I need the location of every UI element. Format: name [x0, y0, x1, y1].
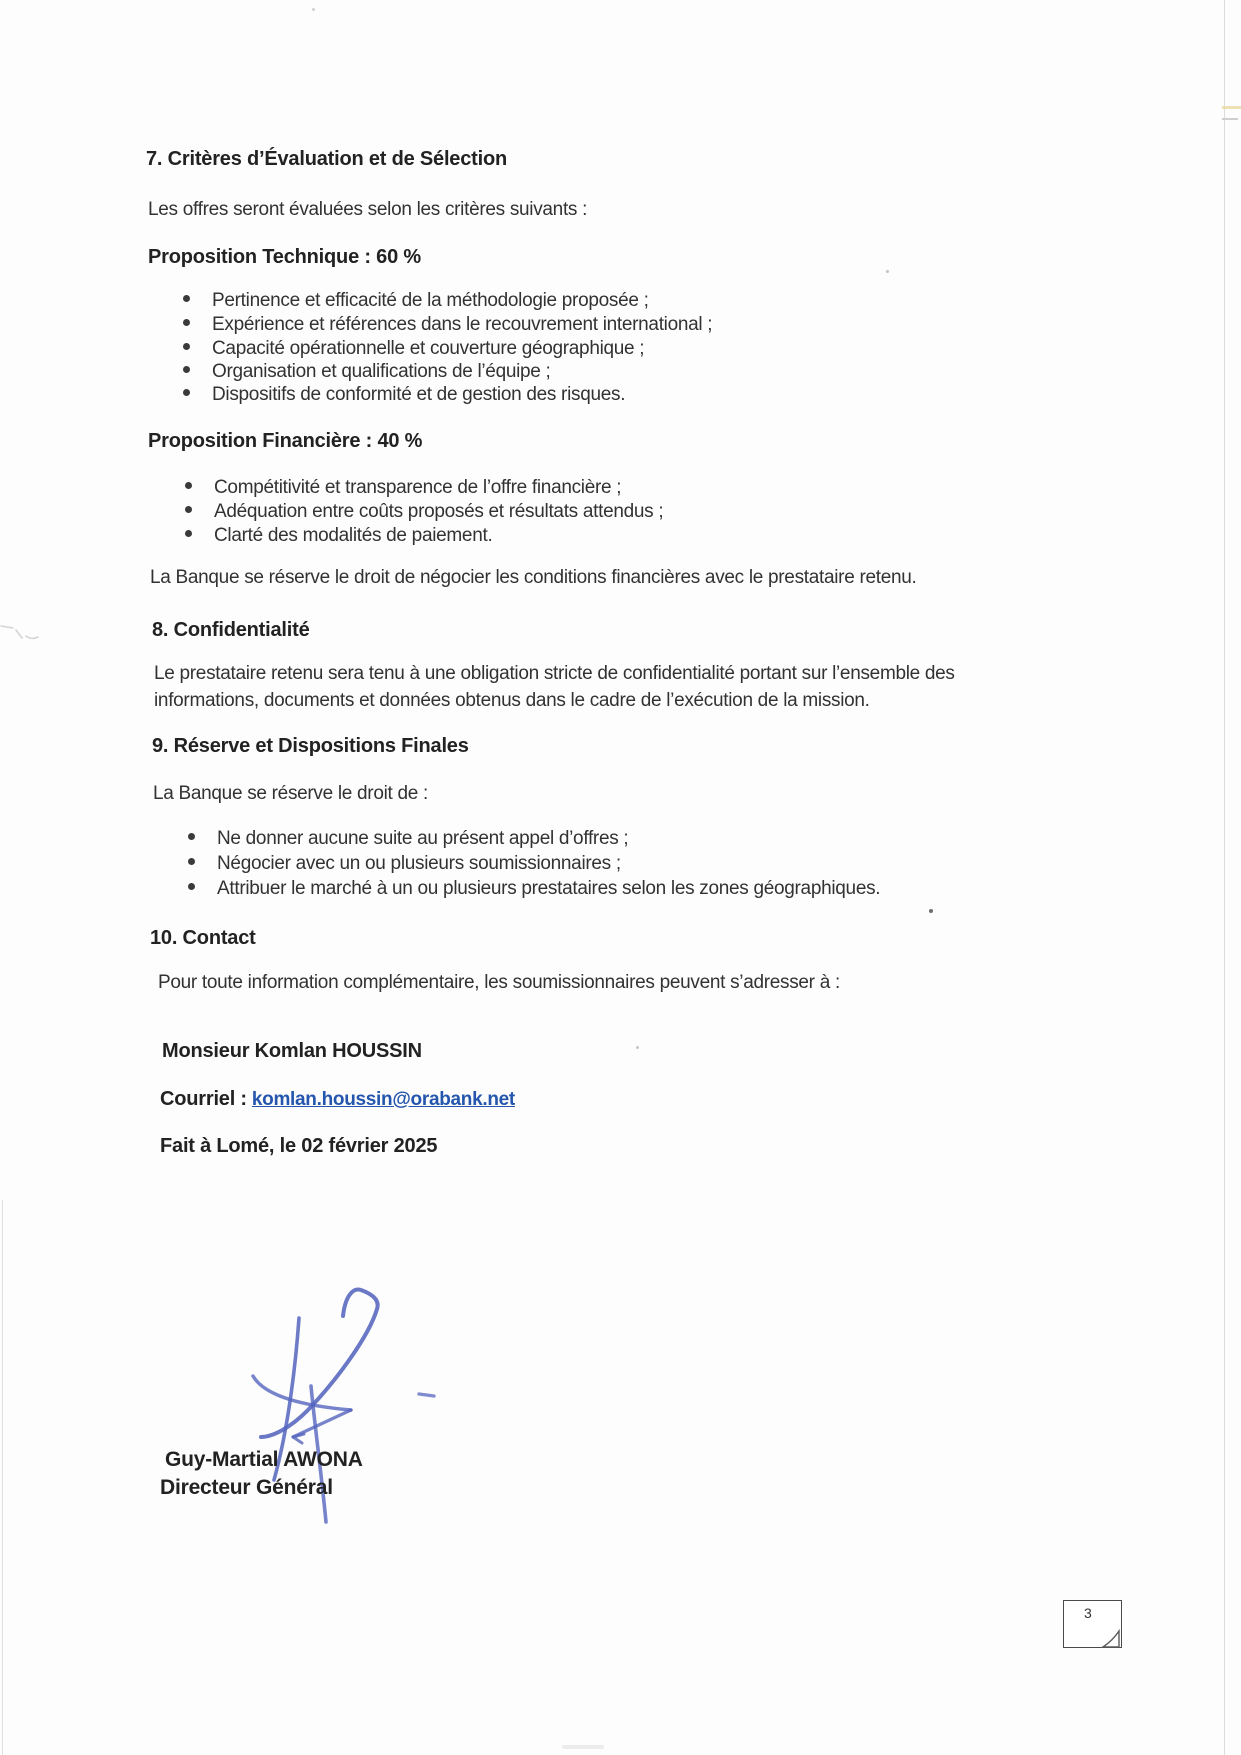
- email-line: [160, 1088, 515, 1111]
- signatory-name: Guy-Martial AWONA: [165, 1448, 363, 1471]
- bullet-item: [185, 525, 492, 547]
- scan-mark: [1222, 106, 1241, 109]
- bullet-text: Expérience et références dans le recouvrement international ;: [212, 314, 713, 335]
- bullet-item: [188, 853, 621, 875]
- margin-pencil-mark: [0, 620, 44, 644]
- bullet-item: [183, 384, 625, 406]
- folded-corner-icon: [1101, 1629, 1123, 1651]
- bullet-item: [188, 878, 880, 900]
- bullet-text: Capacité opérationnelle et couverture géographique ;: [212, 338, 645, 359]
- bullet-text: Attribuer le marché à un ou plusieurs prestataires selon les zones géographiques.: [217, 878, 881, 899]
- bullet-dot-icon: [183, 295, 190, 302]
- scan-edge-line: [1224, 0, 1225, 1755]
- email-label: Courriel :: [160, 1088, 247, 1110]
- bullet-dot-icon: [188, 883, 195, 890]
- technical-proposal-heading: Proposition Technique : 60 %: [148, 246, 421, 268]
- scan-speck: [886, 270, 889, 273]
- section7-intro: Les offres seront évaluées selon les critères suivants :: [148, 199, 588, 220]
- page-number-badge: [1063, 1600, 1122, 1648]
- scan-mark: [1222, 118, 1238, 120]
- bullet-text: Dispositifs de conformité et de gestion des risques.: [212, 384, 626, 405]
- bullet-item: [183, 338, 644, 360]
- section8-heading: 8. Confidentialité: [152, 619, 310, 641]
- section8-body-line1: Le prestataire retenu sera tenu à une obligation stricte de confidentialité portant sur l’ensemble des: [154, 663, 955, 684]
- bullet-dot-icon: [183, 319, 190, 326]
- bullet-text: Clarté des modalités de paiement.: [214, 525, 493, 546]
- negotiation-note: La Banque se réserve le droit de négocier les conditions financières avec le prestataire retenu.: [150, 567, 917, 588]
- section10-heading: 10. Contact: [150, 927, 256, 949]
- bullet-text: Négocier avec un ou plusieurs soumissionnaires ;: [217, 853, 621, 874]
- scan-speck: [312, 8, 315, 11]
- bullet-dot-icon: [185, 506, 192, 513]
- bullet-dot-icon: [183, 389, 190, 396]
- bullet-text: Ne donner aucune suite au présent appel d’offres ;: [217, 828, 629, 849]
- scan-speck: [929, 909, 933, 913]
- signatory-title: Directeur Général: [160, 1476, 333, 1499]
- bullet-item: [183, 361, 551, 383]
- date-line: Fait à Lomé, le 02 février 2025: [160, 1135, 438, 1157]
- bullet-item: [183, 314, 712, 336]
- bullet-text: Pertinence et efficacité de la méthodologie proposée ;: [212, 290, 649, 311]
- bullet-item: [188, 828, 628, 850]
- bullet-item: [185, 501, 663, 523]
- section9-heading: 9. Réserve et Dispositions Finales: [152, 735, 469, 757]
- bullet-dot-icon: [183, 366, 190, 373]
- scan-edge-line: [2, 1200, 3, 1755]
- bullet-item: [185, 477, 621, 499]
- scan-smudge: [562, 1745, 604, 1749]
- email-link[interactable]: komlan.houssin@orabank.net: [251, 1089, 515, 1110]
- bullet-dot-icon: [188, 833, 195, 840]
- bullet-dot-icon: [185, 530, 192, 537]
- section9-intro: La Banque se réserve le droit de :: [153, 783, 428, 804]
- section7-heading: 7. Critères d’Évaluation et de Sélection: [146, 148, 508, 170]
- scan-speck: [636, 1046, 639, 1049]
- contact-name: Monsieur Komlan HOUSSIN: [162, 1040, 422, 1062]
- bullet-item: [183, 290, 649, 312]
- bullet-text: Organisation et qualifications de l’équipe ;: [212, 361, 551, 382]
- financial-proposal-heading: Proposition Financière : 40 %: [148, 430, 423, 452]
- bullet-text: Adéquation entre coûts proposés et résultats attendus ;: [214, 501, 664, 522]
- section8-body-line2: informations, documents et données obtenus dans le cadre de l’exécution de la mission.: [154, 690, 870, 711]
- section10-intro: Pour toute information complémentaire, les soumissionnaires peuvent s’adresser à :: [158, 972, 840, 993]
- bullet-dot-icon: [185, 482, 192, 489]
- bullet-dot-icon: [188, 858, 195, 865]
- bullet-dot-icon: [183, 343, 190, 350]
- bullet-text: Compétitivité et transparence de l’offre financière ;: [214, 477, 622, 498]
- page-number: 3: [1084, 1605, 1092, 1621]
